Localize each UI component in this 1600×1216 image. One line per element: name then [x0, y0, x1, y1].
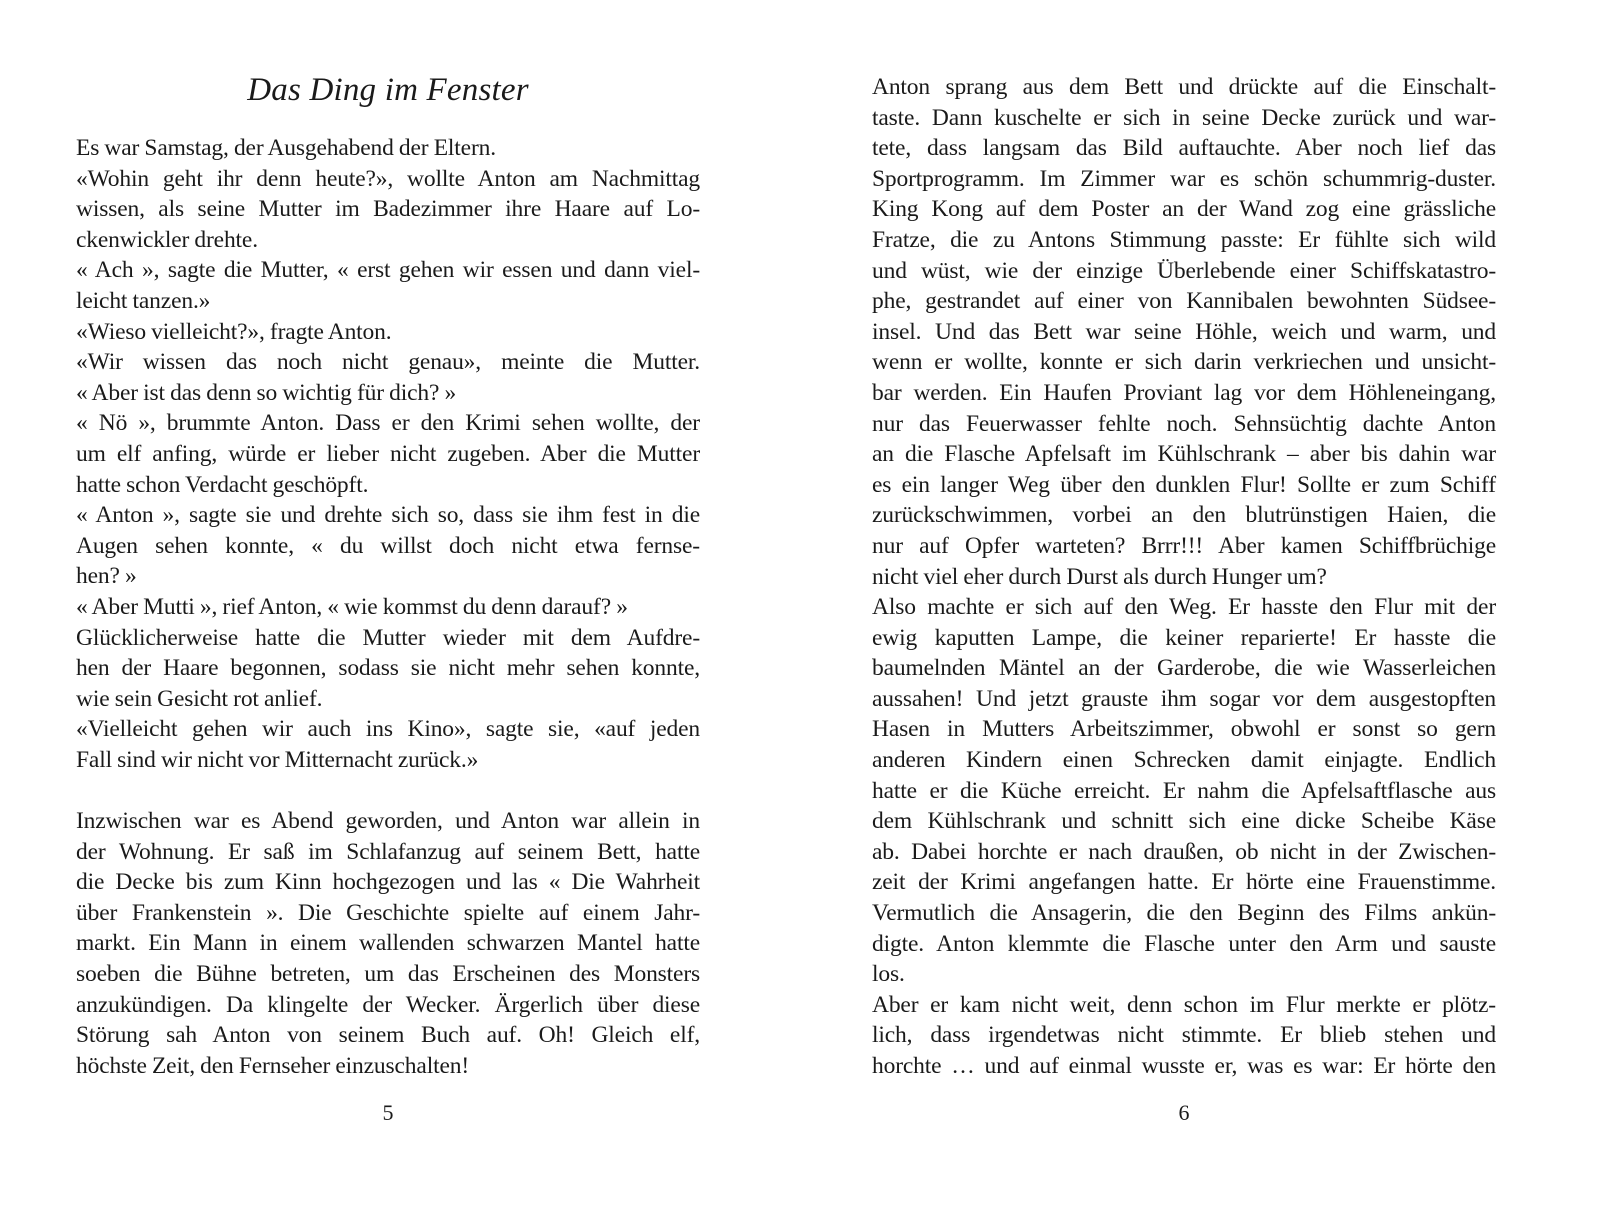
text-line: «Wieso vielleicht?», fragte Anton. [76, 318, 392, 345]
text-line: soeben die Bühne betreten, um das Erscheinen des Monsters [76, 961, 700, 988]
text-line: Vermutlich die Ansagerin, die den Beginn des Films ankün- [872, 900, 1496, 927]
text-line: hatte er die Küche erreicht. Er nahm die Apfelsaftflasche aus [872, 777, 1496, 804]
text-line: anderen Kindern einen Schrecken damit einjagte. Endlich [872, 747, 1496, 774]
text-line: digte. Anton klemmte die Flasche unter den Arm und sauste [872, 930, 1496, 957]
text-line: aussahen! Und jetzt grauste ihm sogar vor dem ausgestopften [872, 685, 1496, 712]
text-line: Störung sah Anton von seinem Buch auf. Oh! Gleich elf, [76, 1022, 700, 1049]
text-line: Inzwischen war es Abend geworden, und Anton war allein in [76, 808, 700, 835]
text-line: Hasen in Mutters Arbeitszimmer, obwohl er sonst so gern [872, 716, 1496, 743]
text-line: dem Kühlschrank und schnitt sich eine dicke Scheibe Käse [872, 808, 1496, 835]
text-line: los. [872, 961, 905, 988]
left-page-text [76, 133, 700, 1081]
text-line: höchste Zeit, den Fernseher einzuschalten! [76, 1052, 470, 1079]
left-page [76, 0, 700, 1216]
text-line: hatte schon Verdacht geschöpft. [76, 471, 369, 498]
text-line: ab. Dabei horchte er nach draußen, ob nicht in der Zwischen- [872, 838, 1496, 865]
paragraph-break [76, 775, 700, 806]
text-line: der Wohnung. Er saß im Schlafanzug auf seinem Bett, hatte [76, 838, 700, 865]
text-line: tete, dass langsam das Bild auftauchte. Aber noch lief das [872, 135, 1496, 162]
text-line: nur auf Opfer warteten? Brrr!!! Aber kamen Schiffbrüchige [872, 532, 1496, 559]
page-number-right: 6 [1178, 1100, 1190, 1125]
text-line: Sportprogramm. Im Zimmer war es schön schummrig-duster. [872, 165, 1496, 192]
text-line: leicht tanzen.» [76, 287, 211, 314]
text-line: «Vielleicht gehen wir auch ins Kino», sagte sie, «auf jeden [76, 716, 700, 743]
text-line: wissen, als seine Mutter im Badezimmer ihre Haare auf Lo- [76, 196, 700, 223]
text-line: ewig kaputten Lampe, die keiner reparierte! Er hasste die [872, 624, 1496, 651]
text-line: die Decke bis zum Kinn hochgezogen und las « Die Wahrheit [76, 869, 700, 896]
text-line: Aber er kam nicht weit, denn schon im Flur merkte er plötz- [872, 991, 1496, 1018]
text-line: Augen sehen konnte, « du willst doch nicht etwa fernse- [76, 532, 700, 559]
text-line: insel. Und das Bett war seine Höhle, weich und warm, und [872, 318, 1496, 345]
text-line: Es war Samstag, der Ausgehabend der Eltern. [76, 135, 496, 161]
page-number-left: 5 [382, 1100, 394, 1125]
text-line: über Frankenstein ». Die Geschichte spielte auf einem Jahr- [76, 899, 700, 926]
text-line: Also machte er sich auf den Weg. Er hasste den Flur mit der [872, 594, 1496, 621]
text-line: Glücklicherweise hatte die Mutter wieder mit dem Aufdre- [76, 624, 700, 651]
right-page [872, 0, 1496, 1216]
chapter-title: Das Ding im Fenster [247, 72, 529, 108]
text-line: horchte … und auf einmal wusste er, was es war: Er hörte den [872, 1053, 1496, 1079]
text-line: bar werden. Ein Haufen Proviant lag vor dem Höhleneingang, [872, 379, 1496, 406]
text-line: an die Flasche Apfelsaft im Kühlschrank – aber bis dahin war [872, 441, 1496, 468]
text-line: ckenwickler drehte. [76, 226, 258, 253]
text-line: und wüst, wie der einzige Überlebende einer Schiffskatastro- [872, 257, 1496, 284]
text-line: « Ach », sagte die Mutter, « erst gehen wir essen und dann viel- [76, 257, 700, 284]
text-line: um elf anfing, würde er lieber nicht zugeben. Aber die Mutter [76, 440, 700, 467]
text-line: zeit der Krimi angefangen hatte. Er hörte eine Frauenstimme. [872, 869, 1496, 896]
text-line: Anton sprang aus dem Bett und drückte auf die Einschalt- [872, 74, 1496, 100]
text-line: wie sein Gesicht rot anlief. [76, 685, 323, 712]
text-line: Fratze, die zu Antons Stimmung passte: Er fühlte sich wild [872, 226, 1496, 253]
text-line: « Aber ist das denn so wichtig für dich? » [76, 379, 457, 406]
text-line: « Nö », brummte Anton. Dass er den Krimi sehen wollte, der [76, 410, 700, 437]
text-line: taste. Dann kuschelte er sich in seine Decke zurück und war- [872, 104, 1496, 131]
text-line: anzukündigen. Da klingelte der Wecker. Ärgerlich über diese [76, 991, 700, 1018]
text-line: baumelnden Mäntel an der Garderobe, die wie Wasserleichen [872, 655, 1496, 682]
text-line: King Kong auf dem Poster an der Wand zog eine grässliche [872, 196, 1496, 223]
text-line: « Anton », sagte sie und drehte sich so, dass sie ihm fest in die [76, 502, 700, 529]
text-line: lich, dass irgendetwas nicht stimmte. Er blieb stehen und [872, 1022, 1496, 1049]
text-line: nur das Feuerwasser fehlte noch. Sehnsüchtig dachte Anton [872, 410, 1496, 437]
text-line: «Wohin geht ihr denn heute?», wollte Anton am Nachmittag [76, 165, 700, 192]
text-line: hen der Haare begonnen, sodass sie nicht mehr sehen konnte, [76, 655, 700, 682]
text-line: phe, gestrandet auf einer von Kannibalen bewohnten Südsee- [872, 288, 1496, 315]
right-page-text [872, 72, 1496, 1082]
text-line: zurückschwimmen, vorbei an den blutrünstigen Haien, die [872, 502, 1496, 529]
text-line: Fall sind wir nicht vor Mitternacht zurück.» [76, 746, 479, 773]
text-line: wenn er wollte, konnte er sich darin verkriechen und unsicht- [872, 349, 1496, 376]
text-line: nicht viel eher durch Durst als durch Hunger um? [872, 563, 1327, 590]
text-line: es ein langer Weg über den dunklen Flur! Sollte er zum Schiff [872, 471, 1496, 498]
text-line: markt. Ein Mann in einem wallenden schwarzen Mantel hatte [76, 930, 700, 957]
text-line: «Wir wissen das noch nicht genau», meinte die Mutter. [76, 349, 700, 376]
text-line: « Aber Mutti », rief Anton, « wie kommst du denn darauf? » [76, 593, 628, 620]
text-line: hen? » [76, 563, 137, 590]
